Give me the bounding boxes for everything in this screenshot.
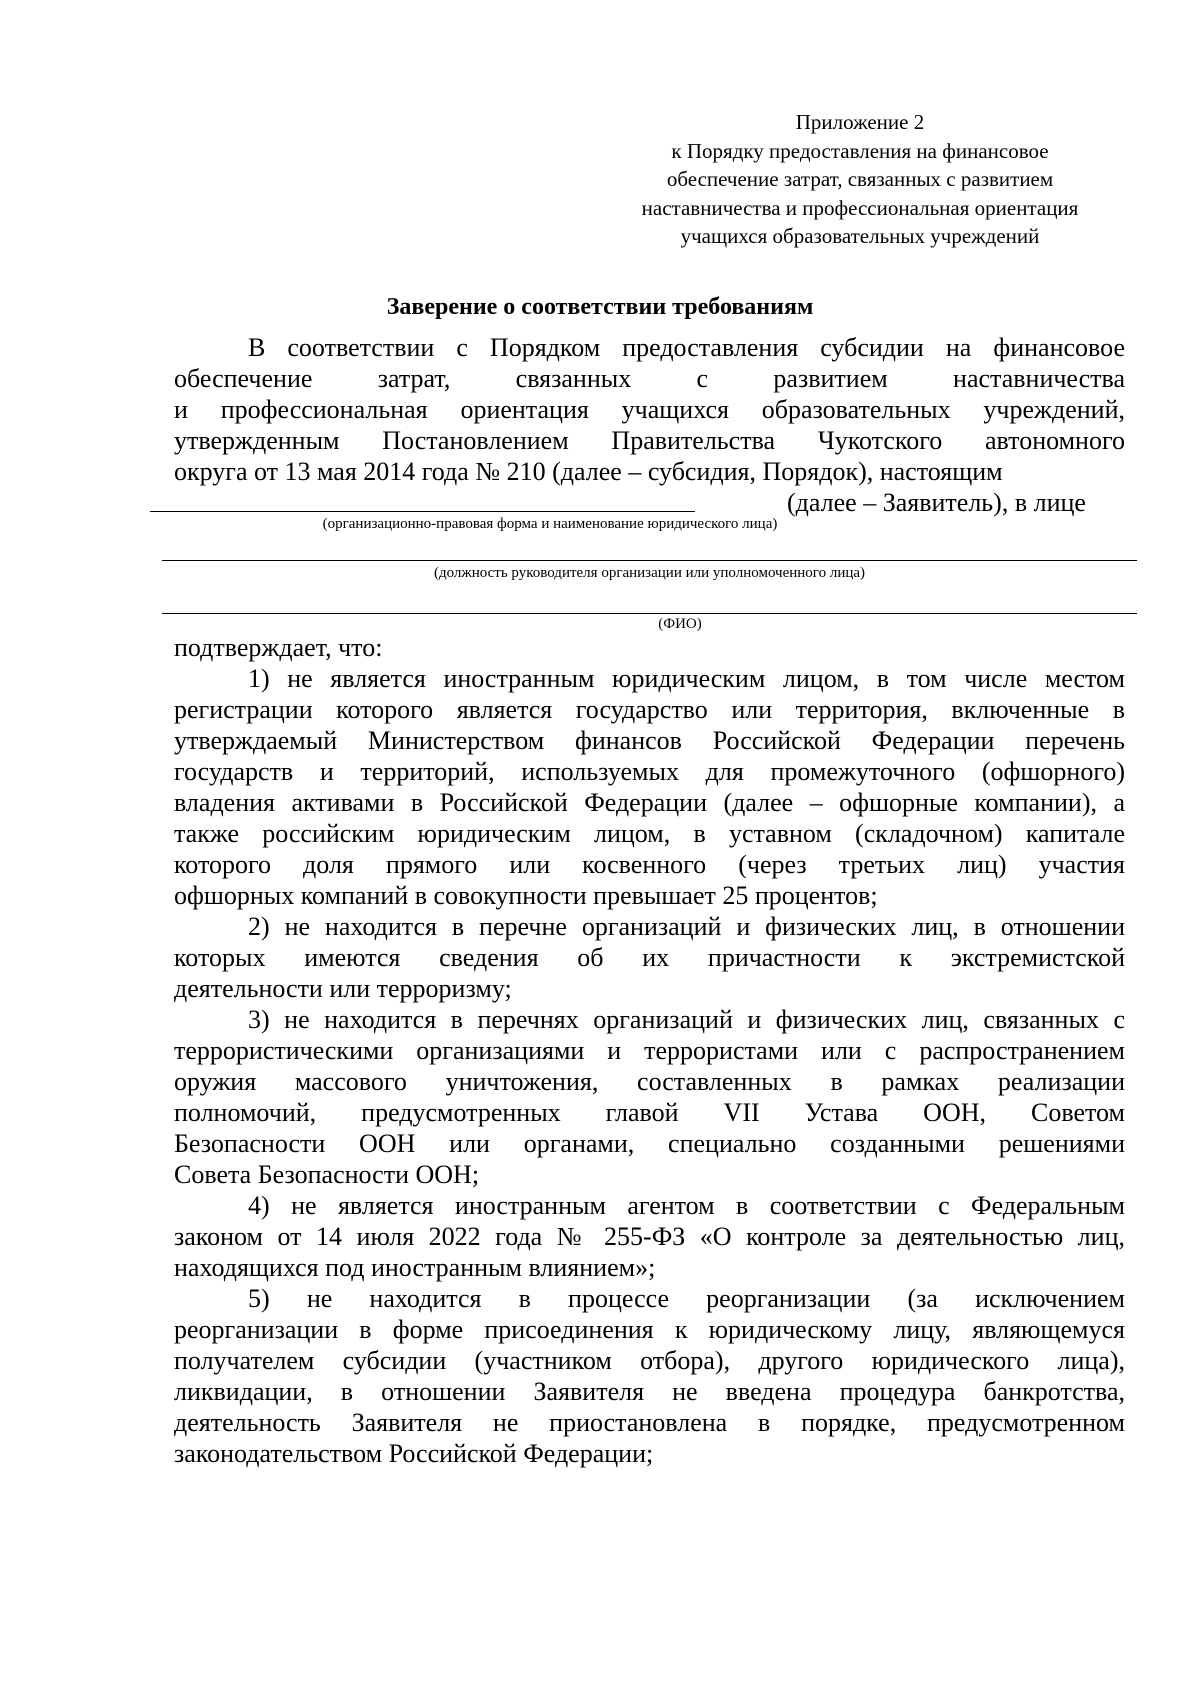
item1-line: 1) не является иностранным юридическим лицом, в том числе местом	[248, 664, 1125, 693]
item3-line: оружия массового уничтожения, составленных в рамках реализации	[174, 1067, 1125, 1096]
confirms-text: подтверждает, что:	[174, 633, 383, 662]
item1-line: владения активами в Российской Федерации (далее – офшорные компании), а	[174, 788, 1125, 817]
item5-line: получателем субсидии (участником отбора), другого юридического лица),	[174, 1346, 1125, 1375]
position-caption: (должность руководителя организации или уполномоченного лица)	[433, 565, 866, 581]
item1-line: регистрации которого является государство или территория, включенные в	[174, 695, 1125, 724]
item4-line: 4) не является иностранным агентом в соответствии с Федеральным	[248, 1191, 1125, 1220]
appendix-line: Приложение 2	[795, 110, 925, 134]
intro-line: округа от 13 мая 2014 года № 210 (далее – субсидия, Порядок), настоящим	[174, 457, 1003, 486]
appendix-line: наставничества и профессиональная ориентация	[641, 195, 1079, 220]
item5-line: 5) не находится в процессе реорганизации (за исключением	[248, 1284, 1125, 1313]
item1-line: офшорных компаний в совокупности превышает 25 процентов;	[174, 881, 878, 910]
item1-line: государств и территорий, используемых для промежуточного (офшорного)	[174, 757, 1125, 786]
item2-line: деятельности или терроризму;	[174, 974, 512, 1003]
org-name-caption: (организационно-правовая форма и наименование юридического лица)	[322, 516, 778, 532]
fio-underline	[162, 613, 1137, 614]
item5-line: законодательством Российской Федерации;	[174, 1439, 654, 1468]
document-title: Заверение о соответствии требованиям	[386, 294, 814, 320]
appendix-header	[585, 108, 1135, 251]
intro-line: (далее – Заявитель), в лице	[787, 488, 1086, 517]
item3-line: 3) не находится в перечнях организаций и физических лиц, связанных с	[248, 1005, 1125, 1034]
item1-line: утверждаемый Министерством финансов Российской Федерации перечень	[174, 726, 1125, 755]
appendix-line: обеспечение затрат, связанных с развитием	[666, 167, 1054, 191]
fio-caption: (ФИО)	[658, 616, 702, 632]
intro-line: обеспечение затрат, связанных с развитием наставничества	[174, 364, 1125, 393]
item1-line: которого доля прямого или косвенного (через третьих лиц) участия	[174, 850, 1125, 879]
item3-line: террористическими организациями и террористами или с распространением	[174, 1036, 1125, 1065]
appendix-line: учащихся образовательных учреждений	[680, 224, 1040, 248]
item5-line: ликвидации, в отношении Заявителя не введена процедура банкротства,	[174, 1377, 1125, 1406]
intro-line: утвержденным Постановлением Правительства Чукотского автономного	[174, 426, 1125, 455]
org-name-underline	[150, 511, 695, 512]
appendix-line: к Порядку предоставления на финансовое	[671, 138, 1049, 163]
item4-line: находящихся под иностранным влиянием»;	[174, 1253, 656, 1282]
intro-line: и профессиональная ориентация учащихся образовательных учреждений,	[174, 395, 1125, 424]
item5-line: реорганизации в форме присоединения к юридическому лицу, являющемуся	[174, 1315, 1125, 1344]
item5-line: деятельность Заявителя не приостановлена в порядке, предусмотренном	[174, 1408, 1125, 1437]
item3-line: Безопасности ООН или органами, специально созданными решениями	[174, 1129, 1125, 1158]
item3-line: полномочий, предусмотренных главой VII Устава ООН, Советом	[174, 1098, 1125, 1127]
position-underline	[162, 560, 1137, 561]
item2-line: которых имеются сведения об их причастности к экстремистской	[174, 943, 1125, 972]
item4-line: законом от 14 июля 2022 года № 255-ФЗ «О контроле за деятельностью лиц,	[174, 1222, 1125, 1251]
intro-line: В соответствии с Порядком предоставления субсидии на финансовое	[248, 333, 1125, 362]
item2-line: 2) не находится в перечне организаций и физических лиц, в отношении	[248, 912, 1125, 941]
item3-line: Совета Безопасности ООН;	[174, 1160, 480, 1189]
item1-line: также российским юридическим лицом, в уставном (складочном) капитале	[174, 819, 1125, 848]
